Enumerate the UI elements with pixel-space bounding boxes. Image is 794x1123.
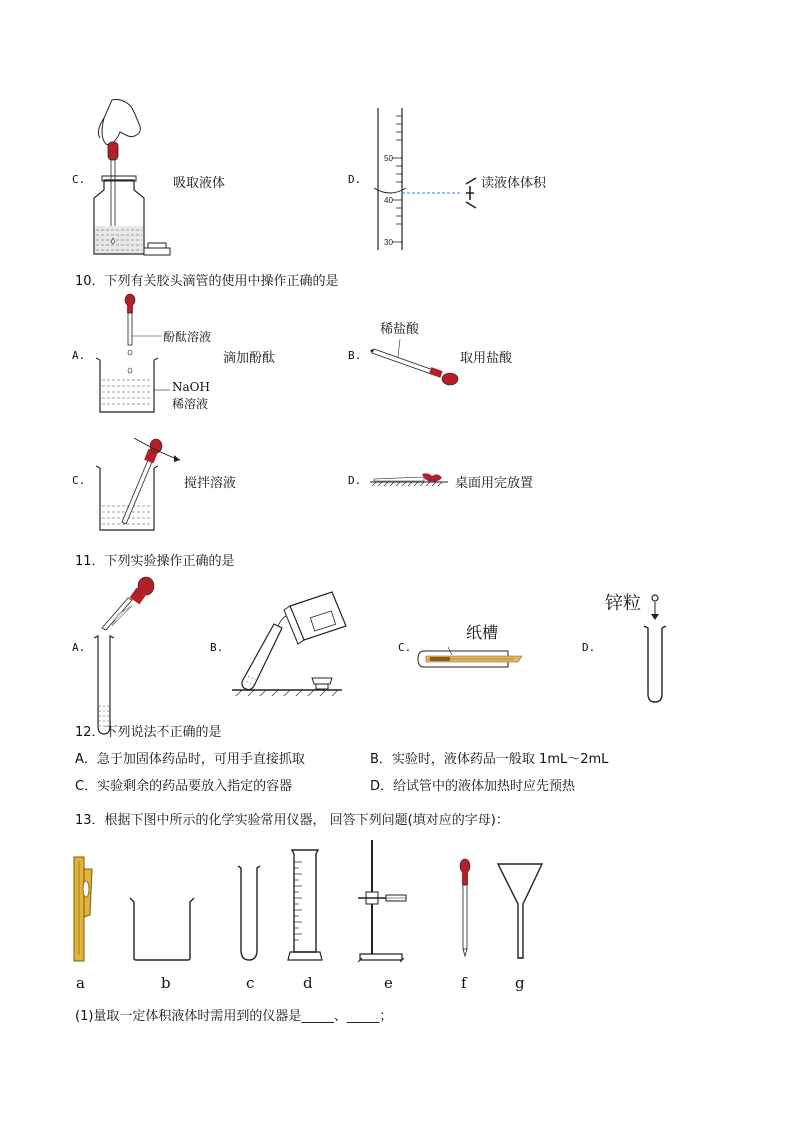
q11-d-label-zinc-granules: 锌粒 [605, 593, 641, 614]
q13-instrument-d-measuring-cylinder [288, 848, 328, 963]
q13-label-g: g [515, 974, 525, 992]
q9-option-d-caption: 读液体体积 [481, 176, 547, 191]
q10-b-label-hcl: 稀盐酸 [380, 322, 420, 337]
q10-option-c-letter: C. [72, 474, 86, 487]
q13-instrument-b-beaker [128, 896, 198, 962]
q10-option-d-letter: D. [348, 474, 362, 487]
q10-option-a-letter: A. [72, 349, 86, 362]
q10-d-figure-dropper-on-table [370, 468, 450, 488]
q11-a-figure-dropper-into-tube [88, 576, 158, 736]
q10-option-b-caption: 取用盐酸 [460, 351, 513, 366]
q13-stem: 13．根据下图中所示的化学实验常用仪器， 回答下列问题(填对应的字母)： [75, 813, 509, 828]
q13-instrument-c-test-tube [236, 864, 266, 964]
q10-option-d-caption: 桌面用完放置 [455, 476, 534, 491]
q13-subquestion-1: (1)量取一定体积液体时需用到的仪器是_____、_____； [75, 1009, 393, 1024]
q11-option-c-letter: C. [398, 641, 412, 654]
q12-option-c: C．实验剩余的药品要放入指定的容器 [75, 779, 293, 794]
q11-option-b-letter: B. [210, 641, 224, 654]
q13-label-e: e [384, 974, 393, 992]
q13-instrument-a-test-tube-holder [72, 855, 102, 965]
q9-d-tick-40: 40 [384, 196, 393, 205]
q9-d-tick-50: 50 [384, 154, 393, 163]
q11-c-label-paper-trough: 纸槽 [466, 623, 499, 642]
q11-b-figure-pouring-liquid [232, 588, 362, 698]
q10-a-label-phenolphthalein: 酚酞溶液 [163, 330, 212, 344]
q9-d-tick-30: 30 [384, 238, 393, 247]
q11-option-d-letter: D. [582, 641, 596, 654]
q10-option-c-caption: 搅拌溶液 [184, 476, 237, 491]
q10-a-figure-dropping-phenolphthalein [92, 292, 182, 417]
q10-a-label-dilute: 稀溶液 [172, 397, 209, 411]
q10-option-b-letter: B. [348, 349, 362, 362]
q13-label-d: d [303, 974, 313, 992]
q10-c-figure-stirring-with-dropper [92, 434, 192, 534]
q12-option-d: D．给试管中的液体加热时应先预热 [370, 779, 576, 794]
q10-option-a-caption: 滴加酚酞 [223, 351, 276, 366]
q12-option-b: B．实验时，液体药品一般取 1mL～2mL [370, 752, 609, 767]
q11-option-a-letter: A. [72, 641, 86, 654]
q9-option-d-letter: D. [348, 173, 362, 186]
q11-c-figure-paper-trough-in-tube [418, 647, 528, 671]
q13-instrument-e-iron-stand [356, 838, 416, 963]
q13-label-a: a [76, 974, 85, 992]
q11-stem: 11．下列实验操作正确的是 [75, 554, 235, 569]
q13-label-c: c [246, 974, 255, 992]
q11-d-figure-zinc-into-tube [640, 592, 680, 702]
q13-label-b: b [161, 974, 171, 992]
q9-option-c-letter: C. [72, 173, 86, 186]
q9-option-c-caption: 吸取液体 [173, 176, 226, 191]
q10-b-figure-dropper-upside-down [370, 335, 470, 385]
q10-stem: 10．下列有关胶头滴管的使用中操作正确的是 [75, 274, 339, 289]
q10-a-label-naoh: NaOH [172, 380, 210, 394]
q13-label-f: f [461, 974, 467, 992]
q13-instrument-g-funnel [496, 862, 546, 962]
q12-stem: 12．下列说法不正确的是 [75, 725, 222, 740]
q12-option-a: A．急于加固体药品时，可用手直接抓取 [75, 752, 305, 767]
q13-instrument-f-dropper [456, 858, 476, 958]
